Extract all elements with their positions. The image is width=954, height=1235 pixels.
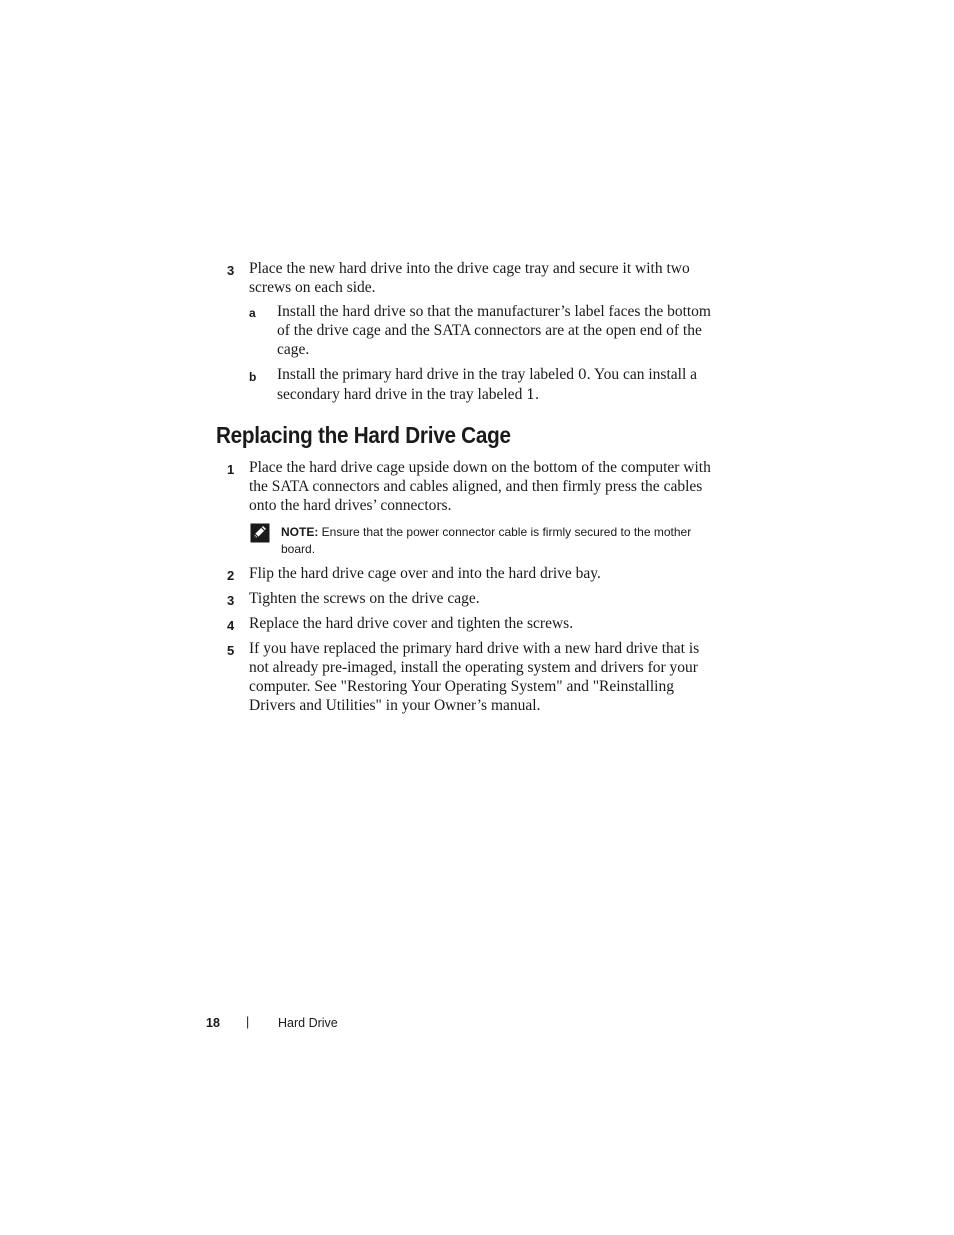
- step-text: Place the hard drive cage upside down on the bottom of the computer with the SATA connectors and cables aligned, and then firmly press the cables onto the hard drives’ connectors.: [249, 459, 711, 514]
- step-text: Flip the hard drive cage over and into the hard drive bay.: [249, 565, 601, 582]
- step-number: 4: [227, 618, 235, 633]
- footer-separator: |: [246, 1015, 250, 1029]
- substep-text: Install the hard drive so that the manufacturer’s label faces the bottom of the drive cage and the SATA connectors are at the open end of the cage.: [277, 303, 711, 358]
- substep-text: Install the primary hard drive in the tray labeled 0. You can install a secondary hard drive in the tray labeled 1.: [277, 366, 697, 403]
- step-number: 2: [227, 568, 235, 583]
- step-text: Place the new hard drive into the drive cage tray and secure it with two screws on each side.: [249, 260, 690, 296]
- note-label: NOTE:: [281, 525, 319, 539]
- chapter-title: Hard Drive: [278, 1016, 338, 1030]
- note-text: NOTE: Ensure that the power connector cable is firmly secured to the mother board.: [281, 525, 692, 556]
- substep-label: b: [249, 370, 257, 384]
- page-number: 18: [206, 1016, 220, 1030]
- tray-label-zero: 0: [577, 367, 587, 383]
- step-text: Tighten the screws on the drive cage.: [249, 590, 480, 607]
- substep-label: a: [249, 306, 256, 320]
- step-number: 5: [227, 643, 235, 658]
- step-number: 1: [227, 462, 235, 477]
- step-number: 3: [227, 593, 235, 608]
- step-text: Replace the hard drive cover and tighten the screws.: [249, 615, 574, 632]
- step-number: 3: [227, 263, 235, 278]
- note-pencil-icon: [250, 523, 270, 543]
- tray-label-one: 1: [526, 387, 536, 403]
- section-title: Replacing the Hard Drive Cage: [216, 422, 511, 448]
- step-text: If you have replaced the primary hard drive with a new hard drive that is not already pre-imaged, install the operating system and drivers for your computer. See "Restoring Your Operating System" and "Reinstalling Drivers and Utilities" in your Owner’s manual.: [249, 640, 700, 714]
